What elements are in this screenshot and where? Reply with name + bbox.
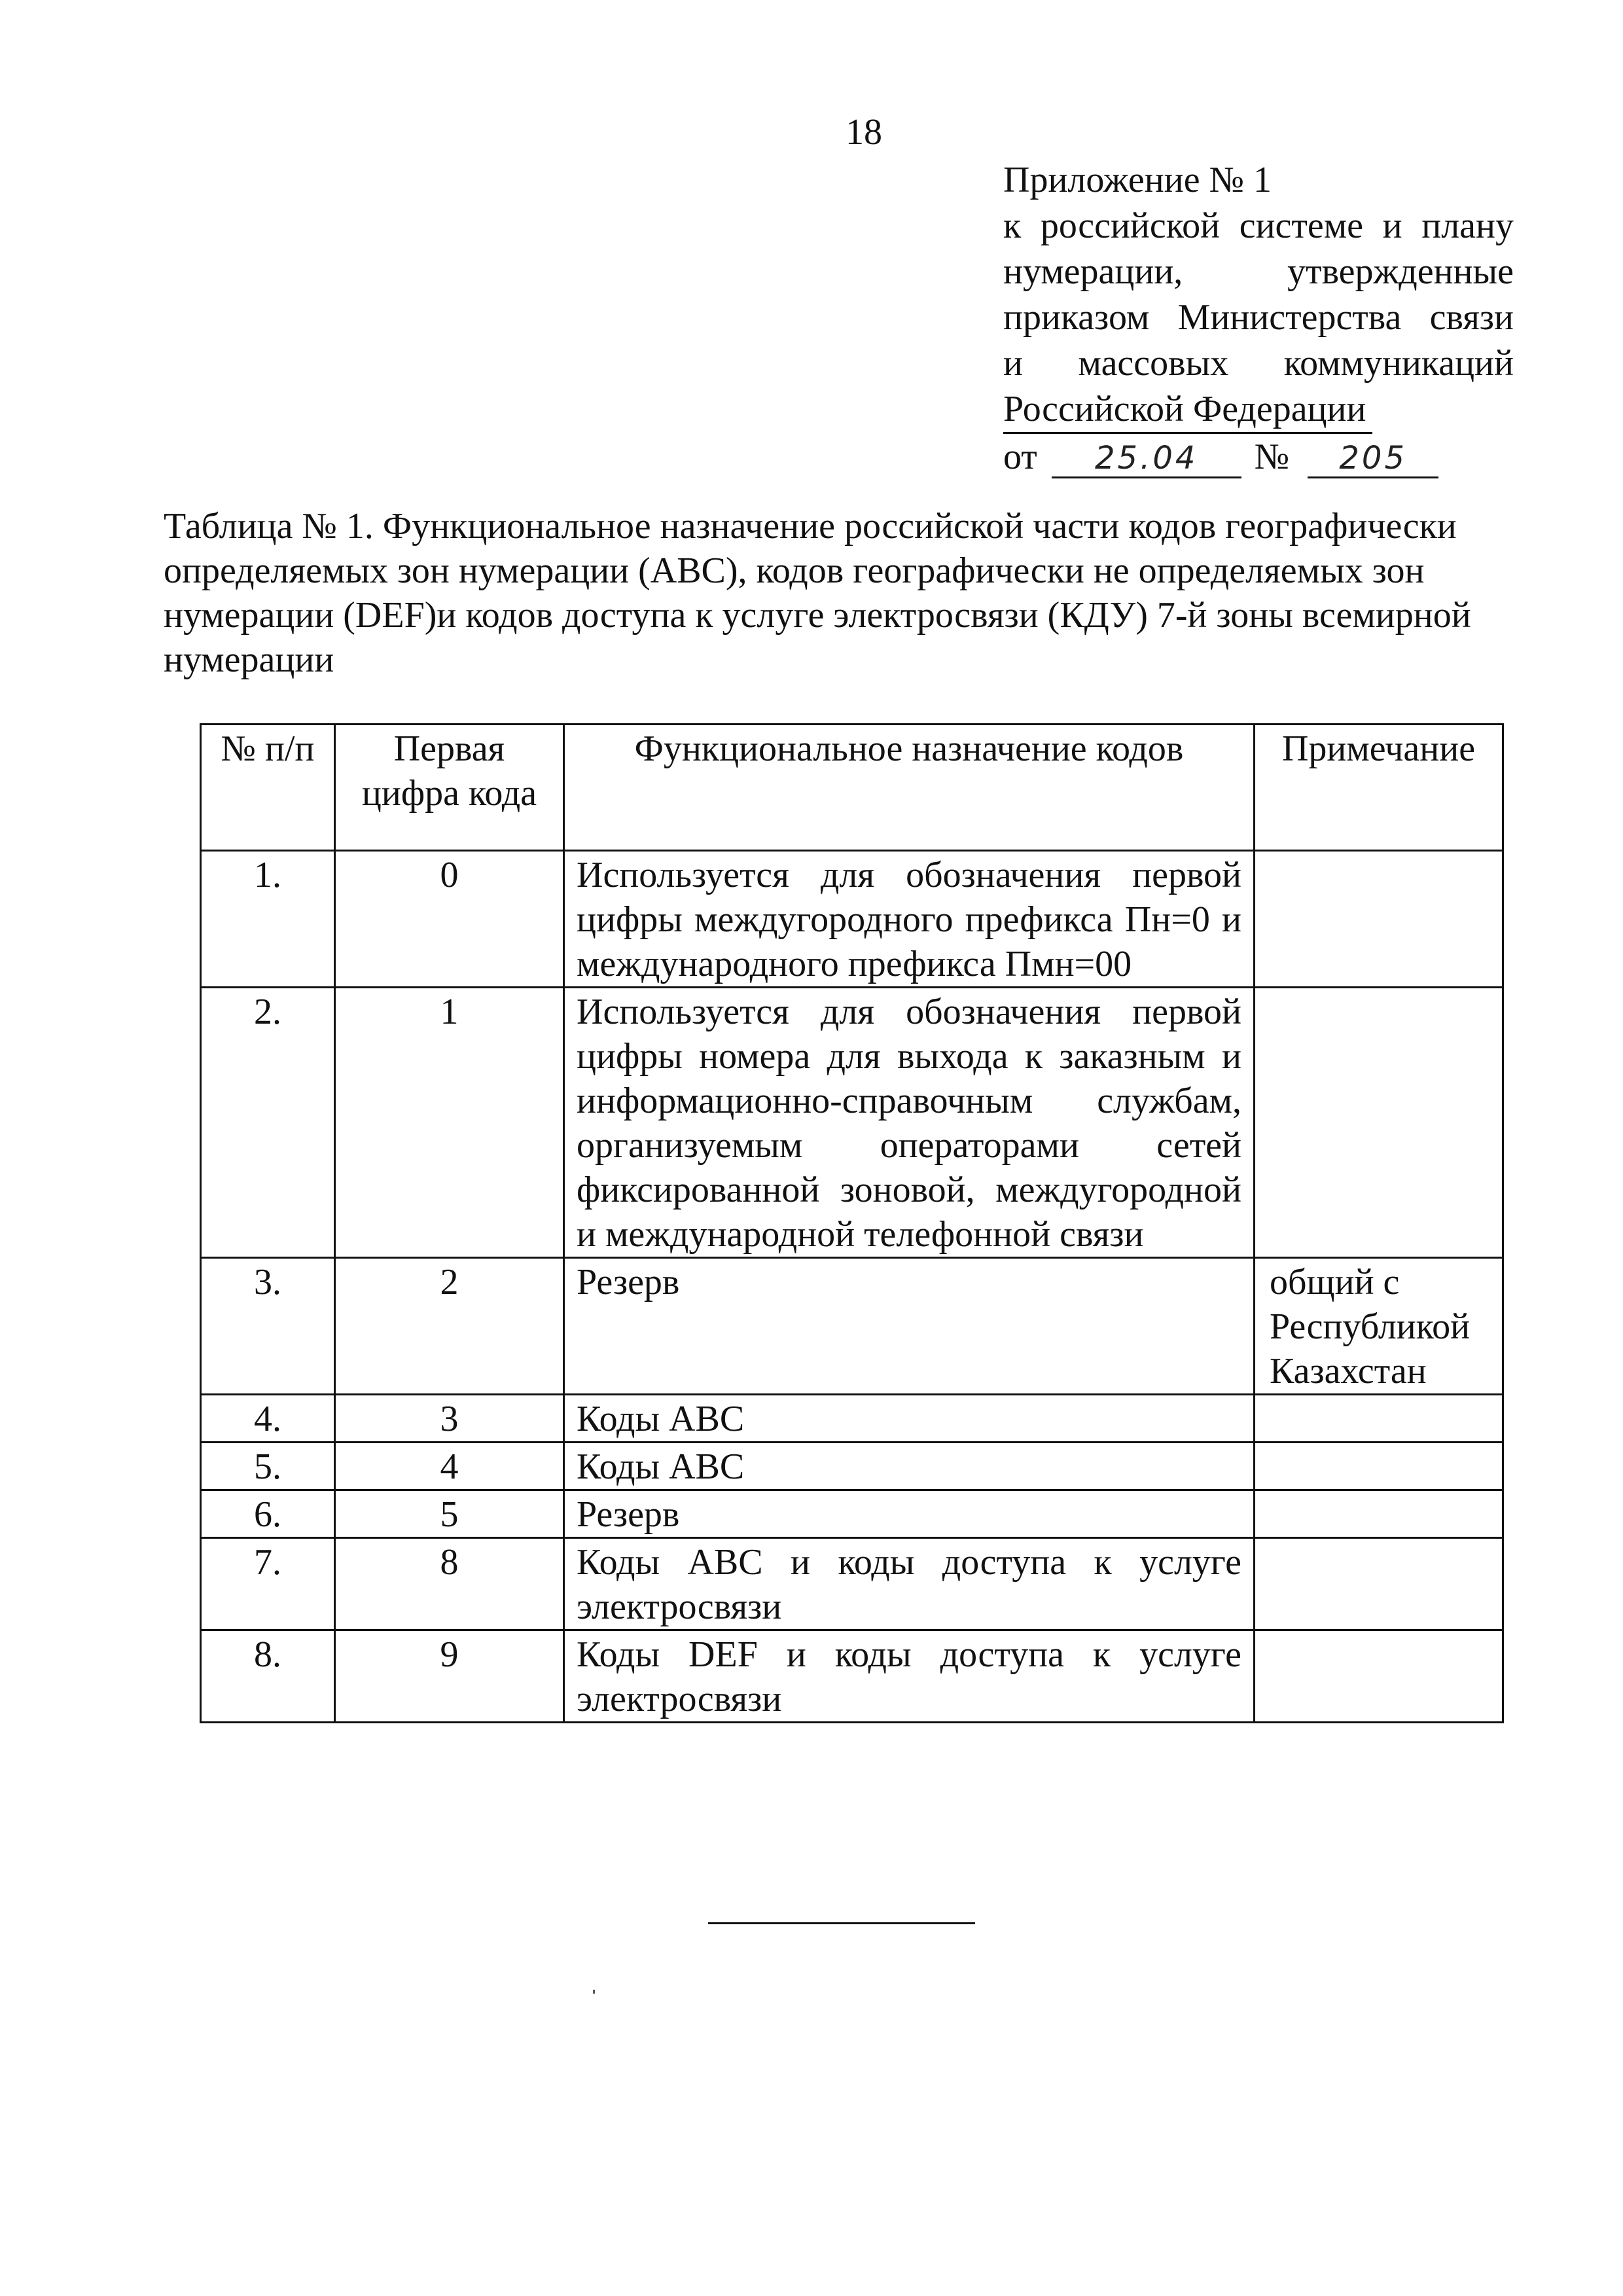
row-num: 3. [201, 1258, 335, 1395]
row-note: общий с Республикой Казахстан [1255, 1258, 1503, 1395]
table-row [201, 1258, 1503, 1395]
row-note [1255, 1395, 1503, 1443]
row-note [1255, 1443, 1503, 1490]
appendix-line-2: нумерации, утвержденные [1003, 251, 1514, 292]
table-caption: Таблица № 1. Функциональное назначение российской части кодов географически определяемых зон нумерации (ABC), кодов географически не определяемых зон нумерации (DEF)и кодов доступа к услуге электросвязи (КДУ) 7-й зоны всемирной нумерации [164, 506, 1471, 680]
row-function: Резерв [564, 1490, 1255, 1538]
appendix-line-5-wrap [1003, 386, 1514, 434]
row-note [1255, 1630, 1503, 1723]
number-handwritten: 205 [1308, 440, 1438, 478]
header-function: Функциональное назначение кодов [564, 725, 1255, 851]
row-digit: 5 [335, 1490, 564, 1538]
row-note [1255, 1538, 1503, 1630]
end-divider [708, 1922, 975, 1924]
table-row [201, 1395, 1503, 1443]
table-row [201, 1443, 1503, 1490]
date-prefix: от [1003, 437, 1037, 477]
row-num: 5. [201, 1443, 335, 1490]
appendix-line-4: и массовых коммуникаций [1003, 343, 1514, 384]
row-function: Коды АВС и коды доступа к услуге электросвязи [564, 1538, 1255, 1630]
appendix-line-5: Российской Федерации [1003, 386, 1372, 434]
row-num: 2. [201, 988, 335, 1258]
row-digit: 4 [335, 1443, 564, 1490]
row-note [1255, 1490, 1503, 1538]
row-function: Используется для обозначения первой цифры номера для выхода к заказным и информационно-справочным службам, организуемым операторами сетей фиксированной зоновой, междугородной и международной телефонной связи [564, 988, 1255, 1258]
row-num: 4. [201, 1395, 335, 1443]
codes-table-wrap [200, 723, 1502, 1723]
row-note [1255, 851, 1503, 988]
table-header-row [201, 725, 1503, 851]
row-note [1255, 988, 1503, 1258]
appendix-line-3: приказом Министерства связи [1003, 297, 1514, 338]
header-note: Примечание [1255, 725, 1503, 851]
table-row [201, 1490, 1503, 1538]
header-num: № п/п [201, 725, 335, 851]
row-num: 8. [201, 1630, 335, 1723]
header-digit: Первая цифра кода [335, 725, 564, 851]
row-function: Коды DEF и коды доступа к услуге электросвязи [564, 1630, 1255, 1723]
table-row [201, 988, 1503, 1258]
row-digit: 2 [335, 1258, 564, 1395]
row-num: 1. [201, 851, 335, 988]
row-digit: 8 [335, 1538, 564, 1630]
table-row [201, 1630, 1503, 1723]
row-function: Резерв [564, 1258, 1255, 1395]
row-num: 7. [201, 1538, 335, 1630]
row-digit: 3 [335, 1395, 564, 1443]
appendix-title: Приложение № 1 [1003, 160, 1272, 200]
row-digit: 0 [335, 851, 564, 988]
row-function: Используется для обозначения первой цифры междугородного префикса Пн=0 и международного префикса Пмн=00 [564, 851, 1255, 988]
page-number: 18 [846, 112, 882, 152]
row-function: Коды АВС [564, 1443, 1255, 1490]
row-digit: 9 [335, 1630, 564, 1723]
number-label: № [1254, 437, 1290, 477]
scan-speck [593, 1990, 595, 1994]
table-row [201, 1538, 1503, 1630]
row-function: Коды АВС [564, 1395, 1255, 1443]
row-num: 6. [201, 1490, 335, 1538]
date-handwritten: 25.04 [1052, 440, 1241, 478]
appendix-line-1: к российской системе и плану [1003, 206, 1514, 246]
table-row [201, 851, 1503, 988]
row-digit: 1 [335, 988, 564, 1258]
codes-table [200, 723, 1504, 1723]
appendix-block [1003, 157, 1514, 480]
date-line [1003, 434, 1514, 480]
